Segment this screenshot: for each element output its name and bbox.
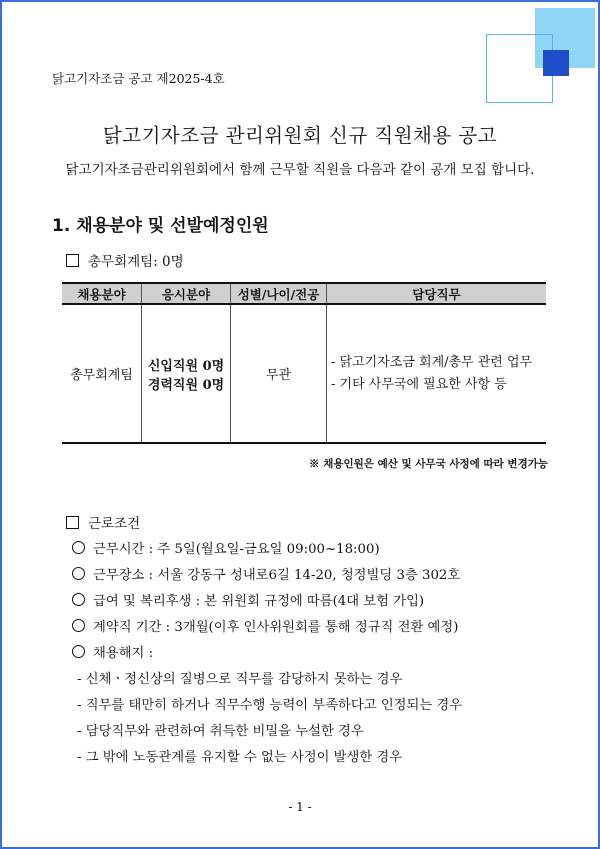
- apply-experienced: 경력직원 0명: [147, 377, 225, 393]
- dismissal-item: - 담당직무와 관련하여 취득한 비밀을 누설한 경우: [77, 724, 364, 739]
- condition-text: 근무시간 : 주 5일(월요일-금요일 09:00~18:00): [93, 542, 380, 557]
- table-note: ※ 채용인원은 예산 및 사무국 사정에 따라 변경가능: [309, 458, 548, 470]
- notice-number: 닭고기자조금 공고 제2025-4호: [52, 71, 225, 86]
- condition-item: [72, 616, 458, 635]
- condition-item: [72, 642, 153, 661]
- section-title-recruitment: 1. 채용분야 및 선발예정인원: [52, 216, 269, 236]
- header-duty: 담당직무: [327, 283, 547, 304]
- cell-duty: [327, 304, 547, 443]
- condition-text: 계약직 기간 : 3개월(이후 인사위원회를 통해 정규직 전환 예정): [93, 620, 459, 635]
- cell-requirement: 무관: [231, 304, 327, 443]
- page-title: 닭고기자조금 관리위원회 신규 직원채용 공고: [102, 124, 498, 147]
- checkbox-icon: [66, 254, 79, 267]
- decorative-square-dark: [543, 50, 569, 76]
- intro-text: 닭고기자조금관리위원회에서 함께 근무할 직원을 다음과 같이 공개 모집 합니다.: [65, 162, 535, 178]
- dismissal-item: - 신체ㆍ정신상의 질병으로 직무를 감당하지 못하는 경우: [77, 672, 403, 687]
- table-header-row: [62, 283, 546, 304]
- conditions-title: 근로조건: [88, 516, 141, 532]
- circle-bullet-icon: [72, 593, 85, 606]
- condition-item: [72, 564, 460, 583]
- circle-bullet-icon: [72, 645, 85, 658]
- dismissal-item: - 그 밖에 노동관계를 유지할 수 없는 사정이 발생한 경우: [77, 750, 403, 765]
- header-field: 채용분야: [62, 283, 142, 304]
- duty-line-2: - 기타 사무국에 필요한 사항 등: [331, 376, 507, 392]
- table-row: [62, 304, 546, 443]
- header-requirement: 성별/나이/전공: [231, 283, 327, 304]
- team-quota-label: 총무회계팀: 0명: [88, 254, 184, 270]
- circle-bullet-icon: [72, 567, 85, 580]
- circle-bullet-icon: [72, 619, 85, 632]
- cell-field: 총무회계팀: [62, 304, 142, 443]
- circle-bullet-icon: [72, 541, 85, 554]
- page-number: - 1 -: [288, 800, 312, 814]
- condition-item: [72, 538, 380, 557]
- checkbox-line-team: [66, 250, 184, 270]
- condition-text: 근무장소 : 서울 강동구 성내로6길 14-20, 청정빌딩 3층 302호: [93, 568, 461, 583]
- checkbox-icon: [66, 516, 79, 529]
- recruitment-table: [62, 282, 546, 444]
- cell-apply: [142, 304, 231, 443]
- header-apply: 응시분야: [142, 283, 231, 304]
- condition-item: [72, 590, 424, 609]
- apply-new: 신입직원 0명: [147, 358, 225, 374]
- duty-line-1: - 닭고기자조금 회계/총무 관련 업무: [331, 354, 533, 370]
- condition-text: 채용해지 :: [93, 646, 154, 661]
- checkbox-line-conditions: [66, 512, 140, 532]
- dismissal-item: - 직무를 태만히 하거나 직무수행 능력이 부족하다고 인정되는 경우: [77, 698, 463, 713]
- condition-text: 급여 및 복리후생 : 본 위원회 규정에 따름(4대 보험 가입): [93, 594, 425, 609]
